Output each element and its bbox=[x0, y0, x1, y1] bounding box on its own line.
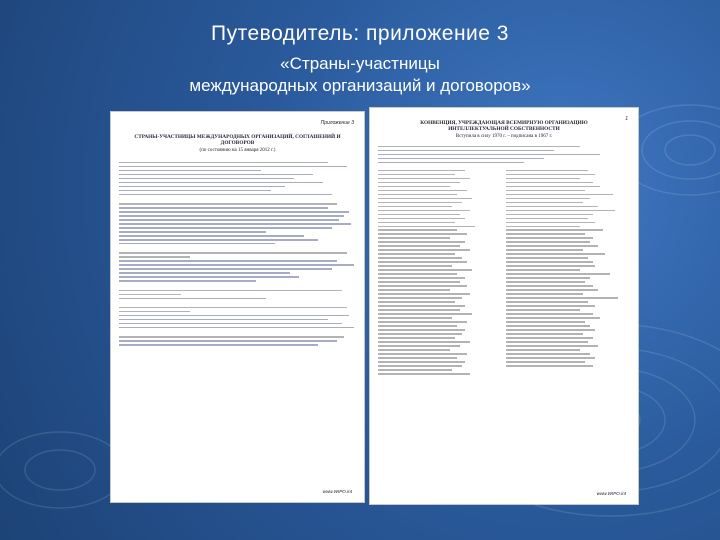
text-line-placeholder bbox=[119, 272, 290, 274]
text-line-placeholder bbox=[506, 241, 590, 243]
text-line-placeholder bbox=[378, 309, 460, 311]
text-line-placeholder bbox=[119, 264, 354, 266]
page-1-heading: СТРАНЫ-УЧАСТНИЦЫ МЕЖДУНАРОДНЫХ ОРГАНИЗАЦИЙ, СОГЛАШЕНИЙ И ДОГОВОРОВ bbox=[134, 134, 341, 147]
text-line-placeholder bbox=[506, 313, 593, 315]
text-line-placeholder bbox=[119, 315, 349, 317]
text-line-placeholder bbox=[378, 218, 465, 220]
text-line-placeholder bbox=[378, 186, 450, 188]
page-2-column-right bbox=[506, 167, 630, 377]
text-line-placeholder bbox=[378, 365, 462, 367]
text-line-placeholder bbox=[378, 158, 544, 160]
text-line-placeholder bbox=[378, 261, 467, 263]
text-line-placeholder bbox=[506, 174, 595, 176]
text-line-placeholder bbox=[506, 305, 595, 307]
text-line-placeholder bbox=[506, 194, 613, 196]
text-line-placeholder bbox=[378, 229, 457, 231]
text-line-placeholder bbox=[119, 311, 190, 313]
text-line-placeholder bbox=[378, 289, 450, 291]
subtitle-line-2: международных организаций и договоров» bbox=[189, 76, 531, 95]
text-line-placeholder bbox=[378, 329, 465, 331]
text-line-placeholder bbox=[378, 317, 452, 319]
text-line-placeholder bbox=[378, 206, 452, 208]
text-line-placeholder bbox=[378, 341, 470, 343]
text-line-placeholder bbox=[378, 210, 470, 212]
text-line-placeholder bbox=[506, 265, 595, 267]
text-line-placeholder bbox=[119, 340, 337, 342]
text-line-placeholder bbox=[378, 277, 465, 279]
text-line-placeholder bbox=[506, 293, 583, 295]
text-line-placeholder bbox=[119, 194, 332, 196]
text-line-placeholder bbox=[119, 215, 344, 217]
text-line-placeholder bbox=[119, 211, 349, 213]
text-line-placeholder bbox=[378, 146, 580, 148]
text-line-placeholder bbox=[506, 261, 593, 263]
text-line-placeholder bbox=[378, 357, 457, 359]
slide-title: Путеводитель: приложение 3 bbox=[211, 22, 509, 45]
text-line-placeholder bbox=[506, 325, 590, 327]
text-line-placeholder bbox=[119, 344, 318, 346]
text-line-placeholder bbox=[506, 321, 585, 323]
page-1-footer: www.WIPO.int bbox=[322, 489, 352, 494]
text-line-placeholder bbox=[506, 297, 618, 299]
text-line-placeholder bbox=[119, 166, 347, 168]
text-line-placeholder bbox=[506, 253, 605, 255]
text-line-placeholder bbox=[506, 237, 593, 239]
text-line-placeholder bbox=[378, 194, 457, 196]
text-line-placeholder bbox=[378, 226, 475, 228]
text-line-placeholder bbox=[378, 321, 467, 323]
text-line-placeholder bbox=[378, 150, 554, 152]
text-line-placeholder bbox=[119, 327, 354, 329]
text-line-placeholder bbox=[506, 365, 593, 367]
text-line-placeholder bbox=[378, 202, 462, 204]
text-line-placeholder bbox=[119, 174, 313, 176]
text-line-placeholder bbox=[119, 190, 271, 192]
text-line-placeholder bbox=[119, 227, 332, 229]
page-1-date: (по состоянию на 15 января 2012 г.) bbox=[199, 148, 276, 154]
text-line-placeholder bbox=[506, 337, 593, 339]
text-line-placeholder bbox=[506, 170, 588, 172]
page-2-footer: www.WIPO.int bbox=[596, 491, 626, 496]
text-line-placeholder bbox=[378, 269, 472, 271]
text-line-placeholder bbox=[506, 233, 585, 235]
text-line-placeholder bbox=[378, 245, 460, 247]
text-line-placeholder bbox=[119, 231, 266, 233]
page-2-body bbox=[378, 120, 630, 377]
text-line-placeholder bbox=[378, 349, 450, 351]
text-line-placeholder bbox=[506, 249, 583, 251]
text-line-placeholder bbox=[506, 214, 593, 216]
text-line-placeholder bbox=[119, 243, 275, 245]
text-line-placeholder bbox=[119, 276, 299, 278]
text-line-placeholder bbox=[378, 174, 455, 176]
text-line-placeholder bbox=[378, 265, 452, 267]
text-line-placeholder bbox=[119, 319, 328, 321]
text-line-placeholder bbox=[506, 317, 600, 319]
text-line-placeholder bbox=[506, 345, 598, 347]
text-line-placeholder bbox=[119, 268, 332, 270]
text-line-placeholder bbox=[119, 280, 256, 282]
page-2-heading: КОНВЕНЦИЯ, УЧРЕЖДАЮЩАЯ ВСЕМИРНУЮ ОРГАНИЗАЦИЮ ИНТЕЛЛЕКТУАЛЬНОЙ СОБСТВЕННОСТИ bbox=[420, 120, 588, 133]
text-line-placeholder bbox=[506, 285, 593, 287]
text-line-placeholder bbox=[119, 290, 342, 292]
text-line-placeholder bbox=[119, 239, 318, 241]
text-line-placeholder bbox=[506, 245, 598, 247]
text-line-placeholder bbox=[506, 218, 588, 220]
text-line-placeholder bbox=[119, 170, 261, 172]
text-line-placeholder bbox=[506, 226, 580, 228]
text-line-placeholder bbox=[506, 277, 590, 279]
text-line-placeholder bbox=[506, 301, 588, 303]
text-line-placeholder bbox=[119, 162, 328, 164]
text-line-placeholder bbox=[506, 198, 590, 200]
text-line-placeholder bbox=[119, 235, 304, 237]
text-line-placeholder bbox=[378, 373, 470, 375]
text-line-placeholder bbox=[506, 281, 585, 283]
text-line-placeholder bbox=[378, 233, 467, 235]
text-line-placeholder bbox=[119, 186, 285, 188]
text-line-placeholder bbox=[378, 249, 470, 251]
text-line-placeholder bbox=[378, 301, 455, 303]
text-line-placeholder bbox=[506, 182, 593, 184]
document-page-1 bbox=[110, 111, 365, 503]
text-line-placeholder bbox=[119, 336, 344, 338]
text-line-placeholder bbox=[506, 357, 595, 359]
text-line-placeholder bbox=[506, 329, 595, 331]
text-line-placeholder bbox=[506, 178, 580, 180]
text-line-placeholder bbox=[506, 269, 580, 271]
text-line-placeholder bbox=[378, 313, 472, 315]
text-line-placeholder bbox=[378, 369, 452, 371]
text-line-placeholder bbox=[506, 289, 598, 291]
text-line-placeholder bbox=[378, 178, 470, 180]
text-line-placeholder bbox=[378, 297, 462, 299]
text-line-placeholder bbox=[506, 190, 585, 192]
text-line-placeholder bbox=[378, 170, 465, 172]
page-1-corner-label: Приложение 3 bbox=[320, 120, 354, 126]
text-line-placeholder bbox=[378, 257, 462, 259]
text-line-placeholder bbox=[378, 222, 455, 224]
text-line-placeholder bbox=[378, 154, 600, 156]
text-line-placeholder bbox=[119, 307, 347, 309]
text-line-placeholder bbox=[378, 190, 467, 192]
text-line-placeholder bbox=[378, 237, 450, 239]
text-line-placeholder bbox=[378, 333, 462, 335]
text-line-placeholder bbox=[506, 361, 585, 363]
text-line-placeholder bbox=[378, 162, 524, 164]
text-line-placeholder bbox=[506, 257, 588, 259]
text-line-placeholder bbox=[378, 337, 455, 339]
text-line-placeholder bbox=[119, 323, 342, 325]
text-line-placeholder bbox=[378, 305, 465, 307]
text-line-placeholder bbox=[378, 361, 465, 363]
subtitle-line-1: «Страны-участницы bbox=[280, 54, 440, 73]
text-line-placeholder bbox=[119, 298, 266, 300]
text-line-placeholder bbox=[506, 222, 595, 224]
text-line-placeholder bbox=[378, 345, 460, 347]
text-line-placeholder bbox=[378, 241, 465, 243]
text-line-placeholder bbox=[506, 309, 580, 311]
text-line-placeholder bbox=[506, 202, 583, 204]
page-2-corner-label: 1 bbox=[625, 116, 628, 122]
document-page-2 bbox=[369, 107, 639, 505]
text-line-placeholder bbox=[378, 198, 472, 200]
text-line-placeholder bbox=[378, 293, 470, 295]
text-line-placeholder bbox=[119, 294, 181, 296]
text-line-placeholder bbox=[506, 206, 598, 208]
page-2-date: Вступила в силу 1970 г. – подписана в 1967 г. bbox=[455, 134, 553, 140]
text-line-placeholder bbox=[378, 214, 460, 216]
text-line-placeholder bbox=[506, 229, 603, 231]
text-line-placeholder bbox=[119, 260, 337, 262]
text-line-placeholder bbox=[378, 325, 457, 327]
text-line-placeholder bbox=[506, 349, 580, 351]
text-line-placeholder bbox=[506, 186, 600, 188]
page-1-body bbox=[119, 120, 356, 348]
slide-subtitle bbox=[0, 53, 720, 97]
text-line-placeholder bbox=[378, 273, 457, 275]
text-line-placeholder bbox=[119, 252, 347, 254]
text-line-placeholder bbox=[378, 253, 455, 255]
text-line-placeholder bbox=[506, 341, 588, 343]
text-line-placeholder bbox=[506, 353, 590, 355]
text-line-placeholder bbox=[378, 285, 467, 287]
text-line-placeholder bbox=[378, 182, 460, 184]
text-line-placeholder bbox=[119, 219, 339, 221]
text-line-placeholder bbox=[119, 207, 328, 209]
text-line-placeholder bbox=[119, 203, 337, 205]
text-line-placeholder bbox=[119, 223, 351, 225]
text-line-placeholder bbox=[119, 256, 190, 258]
text-line-placeholder bbox=[119, 182, 323, 184]
text-line-placeholder bbox=[119, 178, 294, 180]
text-line-placeholder bbox=[506, 210, 615, 212]
text-line-placeholder bbox=[378, 281, 460, 283]
text-line-placeholder bbox=[506, 273, 610, 275]
text-line-placeholder bbox=[506, 333, 583, 335]
page-2-country-columns bbox=[378, 167, 630, 377]
page-2-column-left bbox=[378, 167, 502, 377]
text-line-placeholder bbox=[378, 353, 467, 355]
